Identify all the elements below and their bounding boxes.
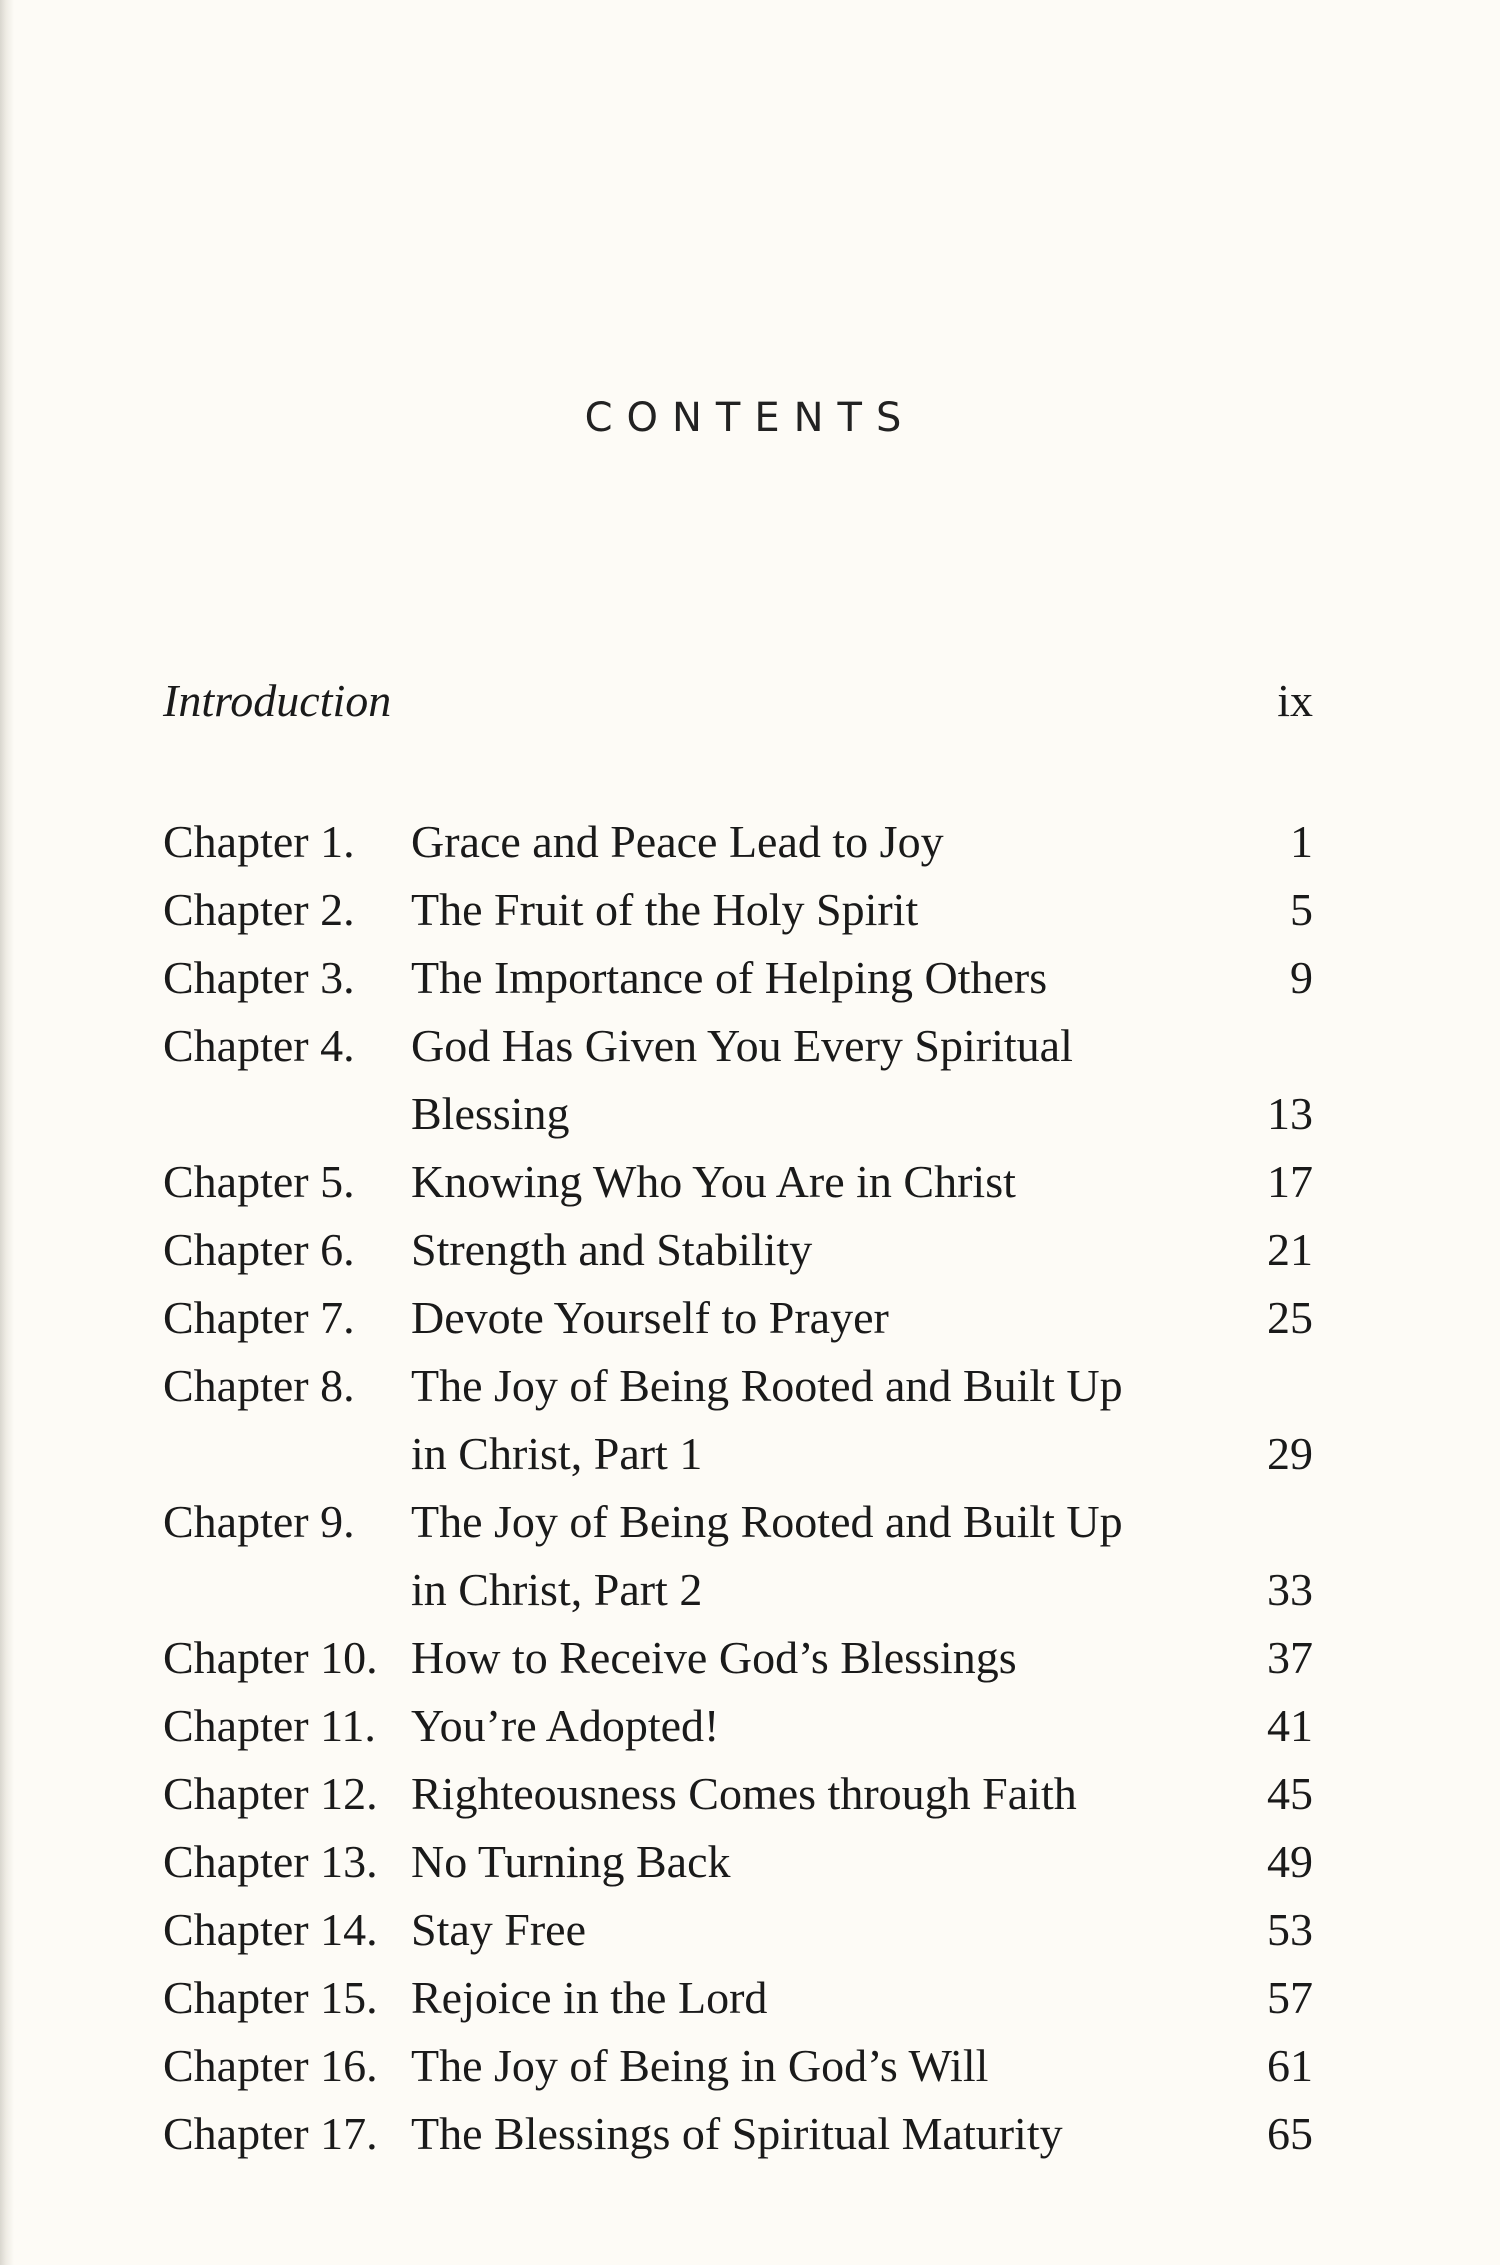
toc-entry-chapter-5: [163, 1148, 1313, 1216]
chapter-page-number: 17: [1267, 1156, 1313, 1207]
chapter-label: Chapter 4.: [163, 1020, 355, 1071]
chapter-title: The Joy of Being in God’s Will: [411, 2040, 989, 2091]
chapter-label: Chapter 10.: [163, 1632, 378, 1683]
chapter-page-number: 29: [1267, 1428, 1313, 1479]
chapter-title: Stay Free: [411, 1904, 587, 1955]
chapter-page-number: 45: [1267, 1768, 1313, 1819]
toc-entry-chapter-10: [163, 1624, 1313, 1692]
toc-entry-chapter-13: [163, 1828, 1313, 1896]
chapter-title: The Blessings of Spiritual Maturity: [411, 2108, 1063, 2159]
chapter-label: Chapter 6.: [163, 1224, 355, 1275]
chapter-page-number: 1: [1290, 816, 1313, 867]
chapter-label: Chapter 7.: [163, 1292, 355, 1343]
chapter-title: Grace and Peace Lead to Joy: [411, 816, 944, 867]
introduction-title: Introduction: [163, 675, 392, 726]
chapter-page-number: 65: [1267, 2108, 1313, 2159]
chapter-label: Chapter 16.: [163, 2040, 378, 2091]
chapter-label: Chapter 1.: [163, 816, 355, 867]
toc-entry-chapter-15: [163, 1964, 1313, 2032]
page-title: CONTENTS: [584, 395, 916, 441]
chapter-title: Knowing Who You Are in Christ: [411, 1156, 1016, 1207]
toc-entry-chapter-3: [163, 944, 1313, 1012]
toc-entry-chapter-12: [163, 1760, 1313, 1828]
chapter-title: The Joy of Being Rooted and Built Up in Christ, Part 1: [411, 1360, 1123, 1479]
chapter-label: Chapter 3.: [163, 952, 355, 1003]
toc-entry-chapter-7: [163, 1284, 1313, 1352]
toc-entry-chapter-1: [163, 808, 1313, 876]
chapter-page-number: 33: [1267, 1564, 1313, 1615]
chapter-title: You’re Adopted!: [411, 1700, 720, 1751]
chapter-label: Chapter 15.: [163, 1972, 378, 2023]
chapter-title: How to Receive God’s Blessings: [411, 1632, 1017, 1683]
chapter-label: Chapter 9.: [163, 1496, 355, 1547]
chapter-label: Chapter 13.: [163, 1836, 378, 1887]
chapter-page-number: 57: [1267, 1972, 1313, 2023]
toc-entry-chapter-6: [163, 1216, 1313, 1284]
toc-entry-chapter-2: [163, 876, 1313, 944]
toc-entry-chapter-4: [163, 1012, 1313, 1148]
chapter-page-number: 13: [1267, 1088, 1313, 1139]
introduction-page-number: ix: [1277, 675, 1313, 726]
chapter-title: The Fruit of the Holy Spirit: [411, 884, 919, 935]
chapter-label: Chapter 2.: [163, 884, 355, 935]
chapter-label: Chapter 11.: [163, 1700, 376, 1751]
toc-entry-chapter-17: [163, 2100, 1313, 2168]
chapter-page-number: 61: [1267, 2040, 1313, 2091]
chapter-title: Righteousness Comes through Faith: [411, 1768, 1077, 1819]
chapter-title: Devote Yourself to Prayer: [411, 1292, 889, 1343]
chapter-page-number: 49: [1267, 1836, 1313, 1887]
page-binding-edge: [0, 0, 14, 2265]
chapter-title: No Turning Back: [411, 1836, 731, 1887]
toc-entry-introduction: [163, 674, 1313, 734]
chapter-title: God Has Given You Every Spiritual Blessing: [411, 1020, 1073, 1139]
chapter-page-number: 9: [1290, 952, 1313, 1003]
chapter-page-number: 41: [1267, 1700, 1313, 1751]
chapter-title: The Joy of Being Rooted and Built Up in Christ, Part 2: [411, 1496, 1123, 1615]
chapter-page-number: 25: [1267, 1292, 1313, 1343]
chapter-label: Chapter 14.: [163, 1904, 378, 1955]
chapter-label: Chapter 5.: [163, 1156, 355, 1207]
chapter-page-number: 53: [1267, 1904, 1313, 1955]
chapter-title: The Importance of Helping Others: [411, 952, 1048, 1003]
table-of-contents: [163, 808, 1313, 2168]
chapter-label: Chapter 17.: [163, 2108, 378, 2159]
toc-entry-chapter-9: [163, 1488, 1313, 1624]
chapter-label: Chapter 8.: [163, 1360, 355, 1411]
toc-entry-chapter-11: [163, 1692, 1313, 1760]
toc-entry-chapter-14: [163, 1896, 1313, 1964]
chapter-label: Chapter 12.: [163, 1768, 378, 1819]
chapter-page-number: 21: [1267, 1224, 1313, 1275]
chapter-page-number: 5: [1290, 884, 1313, 935]
chapter-page-number: 37: [1267, 1632, 1313, 1683]
chapter-title: Strength and Stability: [411, 1224, 813, 1275]
toc-entry-chapter-8: [163, 1352, 1313, 1488]
chapter-title: Rejoice in the Lord: [411, 1972, 768, 2023]
toc-entry-chapter-16: [163, 2032, 1313, 2100]
